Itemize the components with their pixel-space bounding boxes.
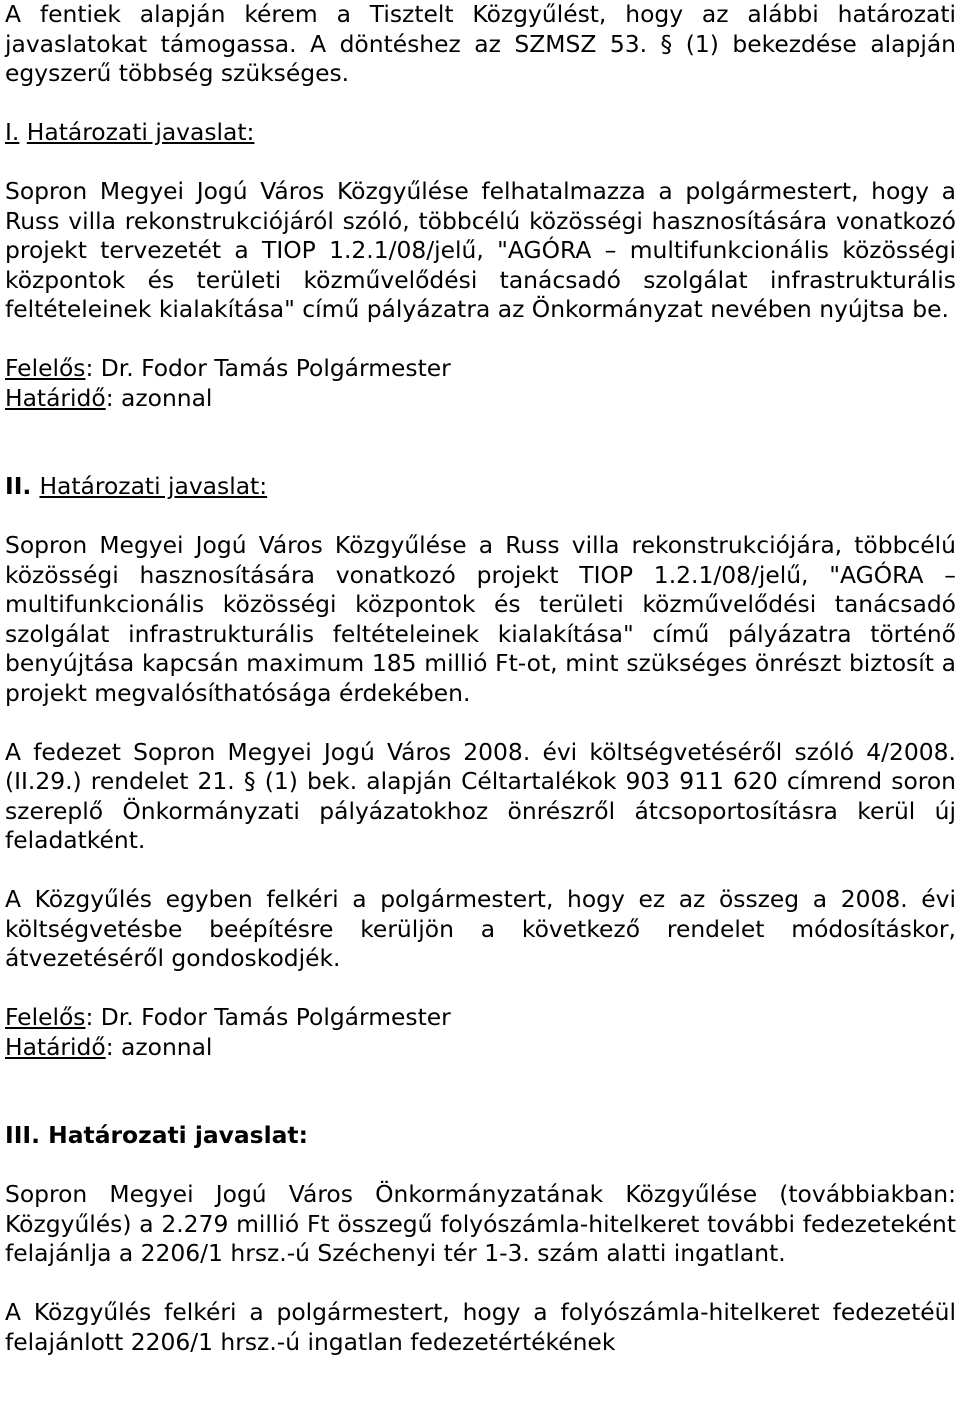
section-3-numeral: III.: [5, 1121, 40, 1149]
section-2-paragraph-3: A Közgyűlés egyben felkéri a polgármestert, hogy ez az összeg a 2008. évi költségvetésbe beépítésre kerüljön a következő rendelet módosításkor, átvezetéséről gondoskodjék.: [5, 885, 956, 972]
section-1-deadline: [5, 384, 956, 414]
spacer: [5, 502, 956, 532]
section-1-paragraph-1: Sopron Megyei Jogú Város Közgyűlése felhatalmazza a polgármestert, hogy a Russ villa rekonstrukciójáról szóló, többcélú közösségi hasznosítására vonatkozó projekt tervezetét a TIOP 1.2.1/08/jelű, "AGÓRA – multifunkcionális közösségi központok és területi közművelődési tanácsadó szolgálat infrastrukturális feltételeinek kialakítása" című pályázatra az Önkormányzat nevében nyújtsa be.: [5, 177, 956, 323]
spacer: [5, 325, 956, 355]
responsible-label: Felelős: [5, 1003, 86, 1031]
responsible-label: Felelős: [5, 354, 86, 382]
section-1-title: Határozati javaslat:: [26, 118, 255, 146]
section-2-title: Határozati javaslat:: [39, 472, 268, 500]
deadline-label: Határidő: [5, 1032, 106, 1061]
section-2-heading: [5, 472, 956, 502]
spacer: [5, 1062, 956, 1121]
section-2-deadline: [5, 1033, 956, 1063]
section-2-responsible: [5, 1003, 956, 1033]
section-3-title: Határozati javaslat:: [48, 1121, 308, 1149]
spacer: [5, 148, 956, 178]
section-3-paragraph-2: A Közgyűlés felkéri a polgármestert, hogy a folyószámla-hitelkeret fedezetéül felajánlott 2206/1 hrsz.-ú ingatlan fedezetértékének: [5, 1298, 956, 1356]
intro-paragraph: A fentiek alapján kérem a Tisztelt Közgyűlést, hogy az alábbi határozati javaslatokat támogassa. A döntéshez az SZMSZ 53. § (1) bekezdése alapján egyszerű többség szükséges.: [5, 0, 956, 87]
spacer: [5, 708, 956, 738]
section-3-paragraph-1: Sopron Megyei Jogú Város Önkormányzatának Közgyűlése (továbbiakban: Közgyűlés) a 2.279 millió Ft összegű folyószámla-hitelkeret további fedezeteként felajánlja a 2206/1 hrsz.-ú Széchenyi tér 1-3. szám alatti ingatlant.: [5, 1180, 956, 1267]
spacer: [5, 1151, 956, 1181]
deadline-value: : azonnal: [105, 1032, 213, 1061]
section-2-numeral: II.: [5, 472, 32, 500]
section-2-paragraph-1: Sopron Megyei Jogú Város Közgyűlése a Russ villa rekonstrukciójára, többcélú közösségi hasznosítására vonatkozó projekt TIOP 1.2.1/08/jelű, "AGÓRA – multifunkcionális közösségi központok és területi közművelődési tanácsadó szolgálat infrastrukturális feltételeinek kialakítása" című pályázatra történő benyújtása kapcsán maximum 185 millió Ft-ot, mint szükséges önrészt biztosít a projekt megvalósíthatósága érdekében.: [5, 531, 956, 707]
deadline-value: : azonnal: [105, 383, 213, 412]
deadline-label: Határidő: [5, 383, 106, 412]
spacer: [5, 89, 956, 119]
spacer: [5, 1269, 956, 1299]
responsible-value: : Dr. Fodor Tamás Polgármester: [85, 1003, 451, 1031]
section-1-heading: [5, 118, 956, 148]
spacer: [5, 974, 956, 1004]
spacer: [5, 856, 956, 886]
section-1-responsible: [5, 354, 956, 384]
section-2-paragraph-2: A fedezet Sopron Megyei Jogú Város 2008. évi költségvetéséről szóló 4/2008. (II.29.) rendelet 21. § (1) bek. alapján Céltartalékok 903 911 620 címrend soron szereplő Önkormányzati pályázatokhoz önrészről átcsoportosításra kerül új feladatként.: [5, 737, 956, 854]
document-page: [5, 0, 956, 1357]
section-3-heading: [5, 1121, 956, 1151]
section-1-numeral: I.: [5, 118, 20, 146]
responsible-value: : Dr. Fodor Tamás Polgármester: [85, 354, 451, 382]
spacer: [5, 413, 956, 472]
